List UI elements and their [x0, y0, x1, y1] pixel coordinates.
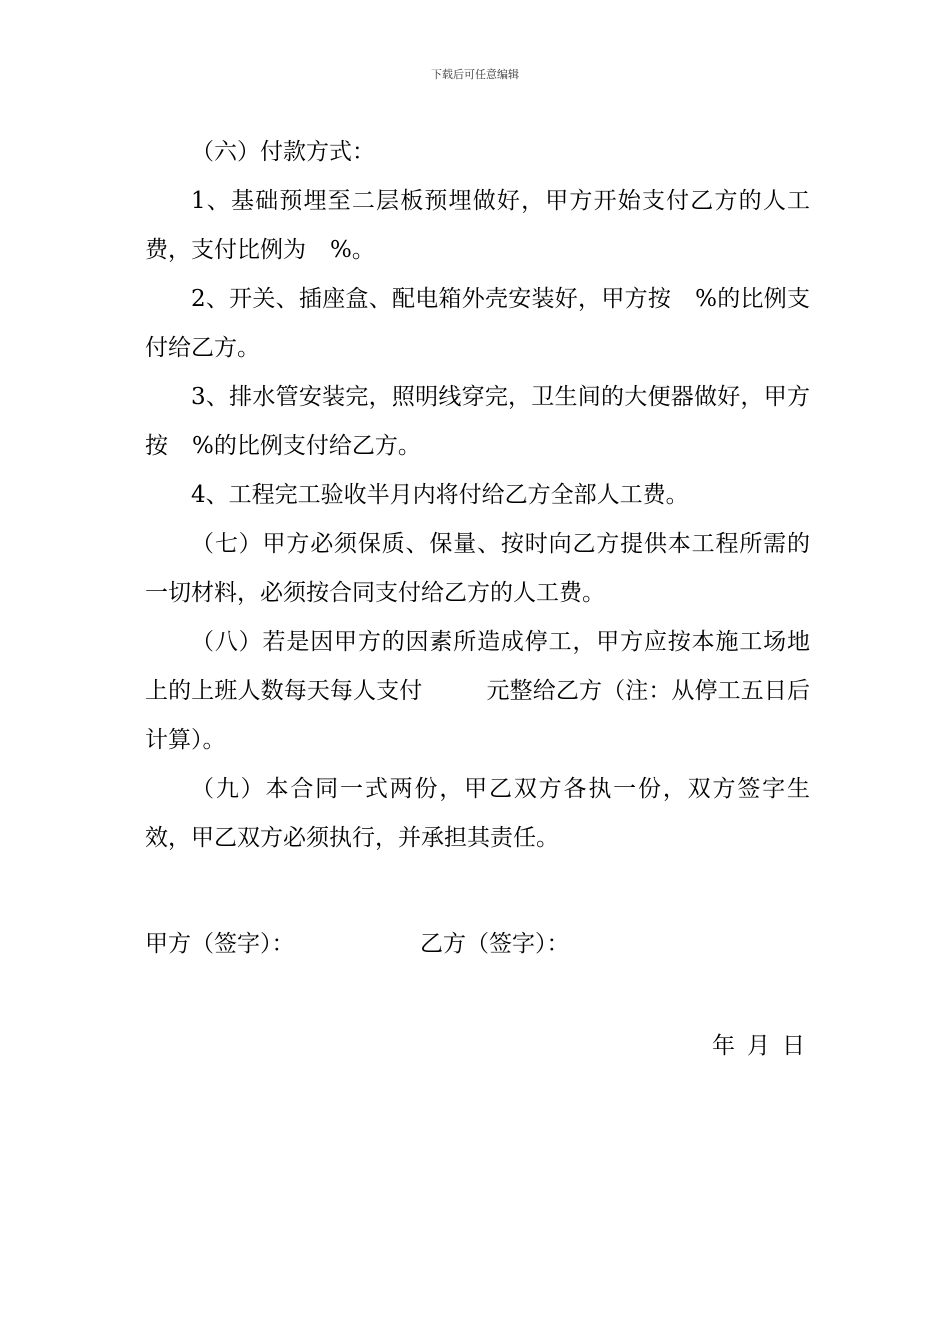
- payment-item-1-suffix: %。: [330, 237, 375, 263]
- payment-item-2-text: 2、开关、插座盒、配电箱外壳安装好，甲方按: [191, 286, 672, 312]
- payment-item-2: [145, 275, 810, 373]
- party-a-signature-label: 甲方（签字）：: [145, 931, 295, 957]
- section-6-title: （六）付款方式：: [191, 139, 375, 165]
- payment-item-3-suffix: %的比例支付给乙方。: [192, 433, 421, 459]
- payment-item-3-text: 3、排水管安装完，照明线穿完，卫生间的大便器做好，甲方按: [145, 384, 810, 459]
- section-8: [145, 618, 810, 765]
- header-note: 下载后可任意编辑: [431, 68, 519, 81]
- section-7: （七）甲方必须保质、保量、按时向乙方提供本工程所需的一切材料，必须按合同支付给乙方的人工费。: [145, 531, 810, 606]
- date-line: [712, 1022, 805, 1071]
- payment-item-4: 4、工程完工验收半月内将付给乙方全部人工费。: [191, 482, 689, 508]
- party-b-signature-label: 乙方（签字）：: [420, 931, 570, 957]
- payment-item-3: [145, 373, 810, 471]
- date-day: 日: [782, 1033, 805, 1059]
- date-month: 月: [747, 1033, 770, 1059]
- section-8-text: （八）若是因甲方的因素所造成停工，甲方应按本施工场地上的上班人数每天每人支付: [145, 629, 810, 704]
- date-year: 年: [712, 1033, 735, 1059]
- section-8-suffix: 元整给乙方（注：从停工五日后计算）。: [145, 678, 811, 753]
- payment-item-1-text: 1、基础预埋至二层板预埋做好，甲方开始支付乙方的人工费，支付比例为: [145, 188, 810, 263]
- section-9: （九）本合同一式两份，甲乙双方各执一份，双方签字生效，甲乙双方必须执行，并承担其责任。: [145, 776, 810, 851]
- payment-item-1: [145, 177, 810, 275]
- payment-item-2-suffix: %的比例支付给乙方。: [145, 286, 810, 361]
- contract-body: [145, 128, 810, 863]
